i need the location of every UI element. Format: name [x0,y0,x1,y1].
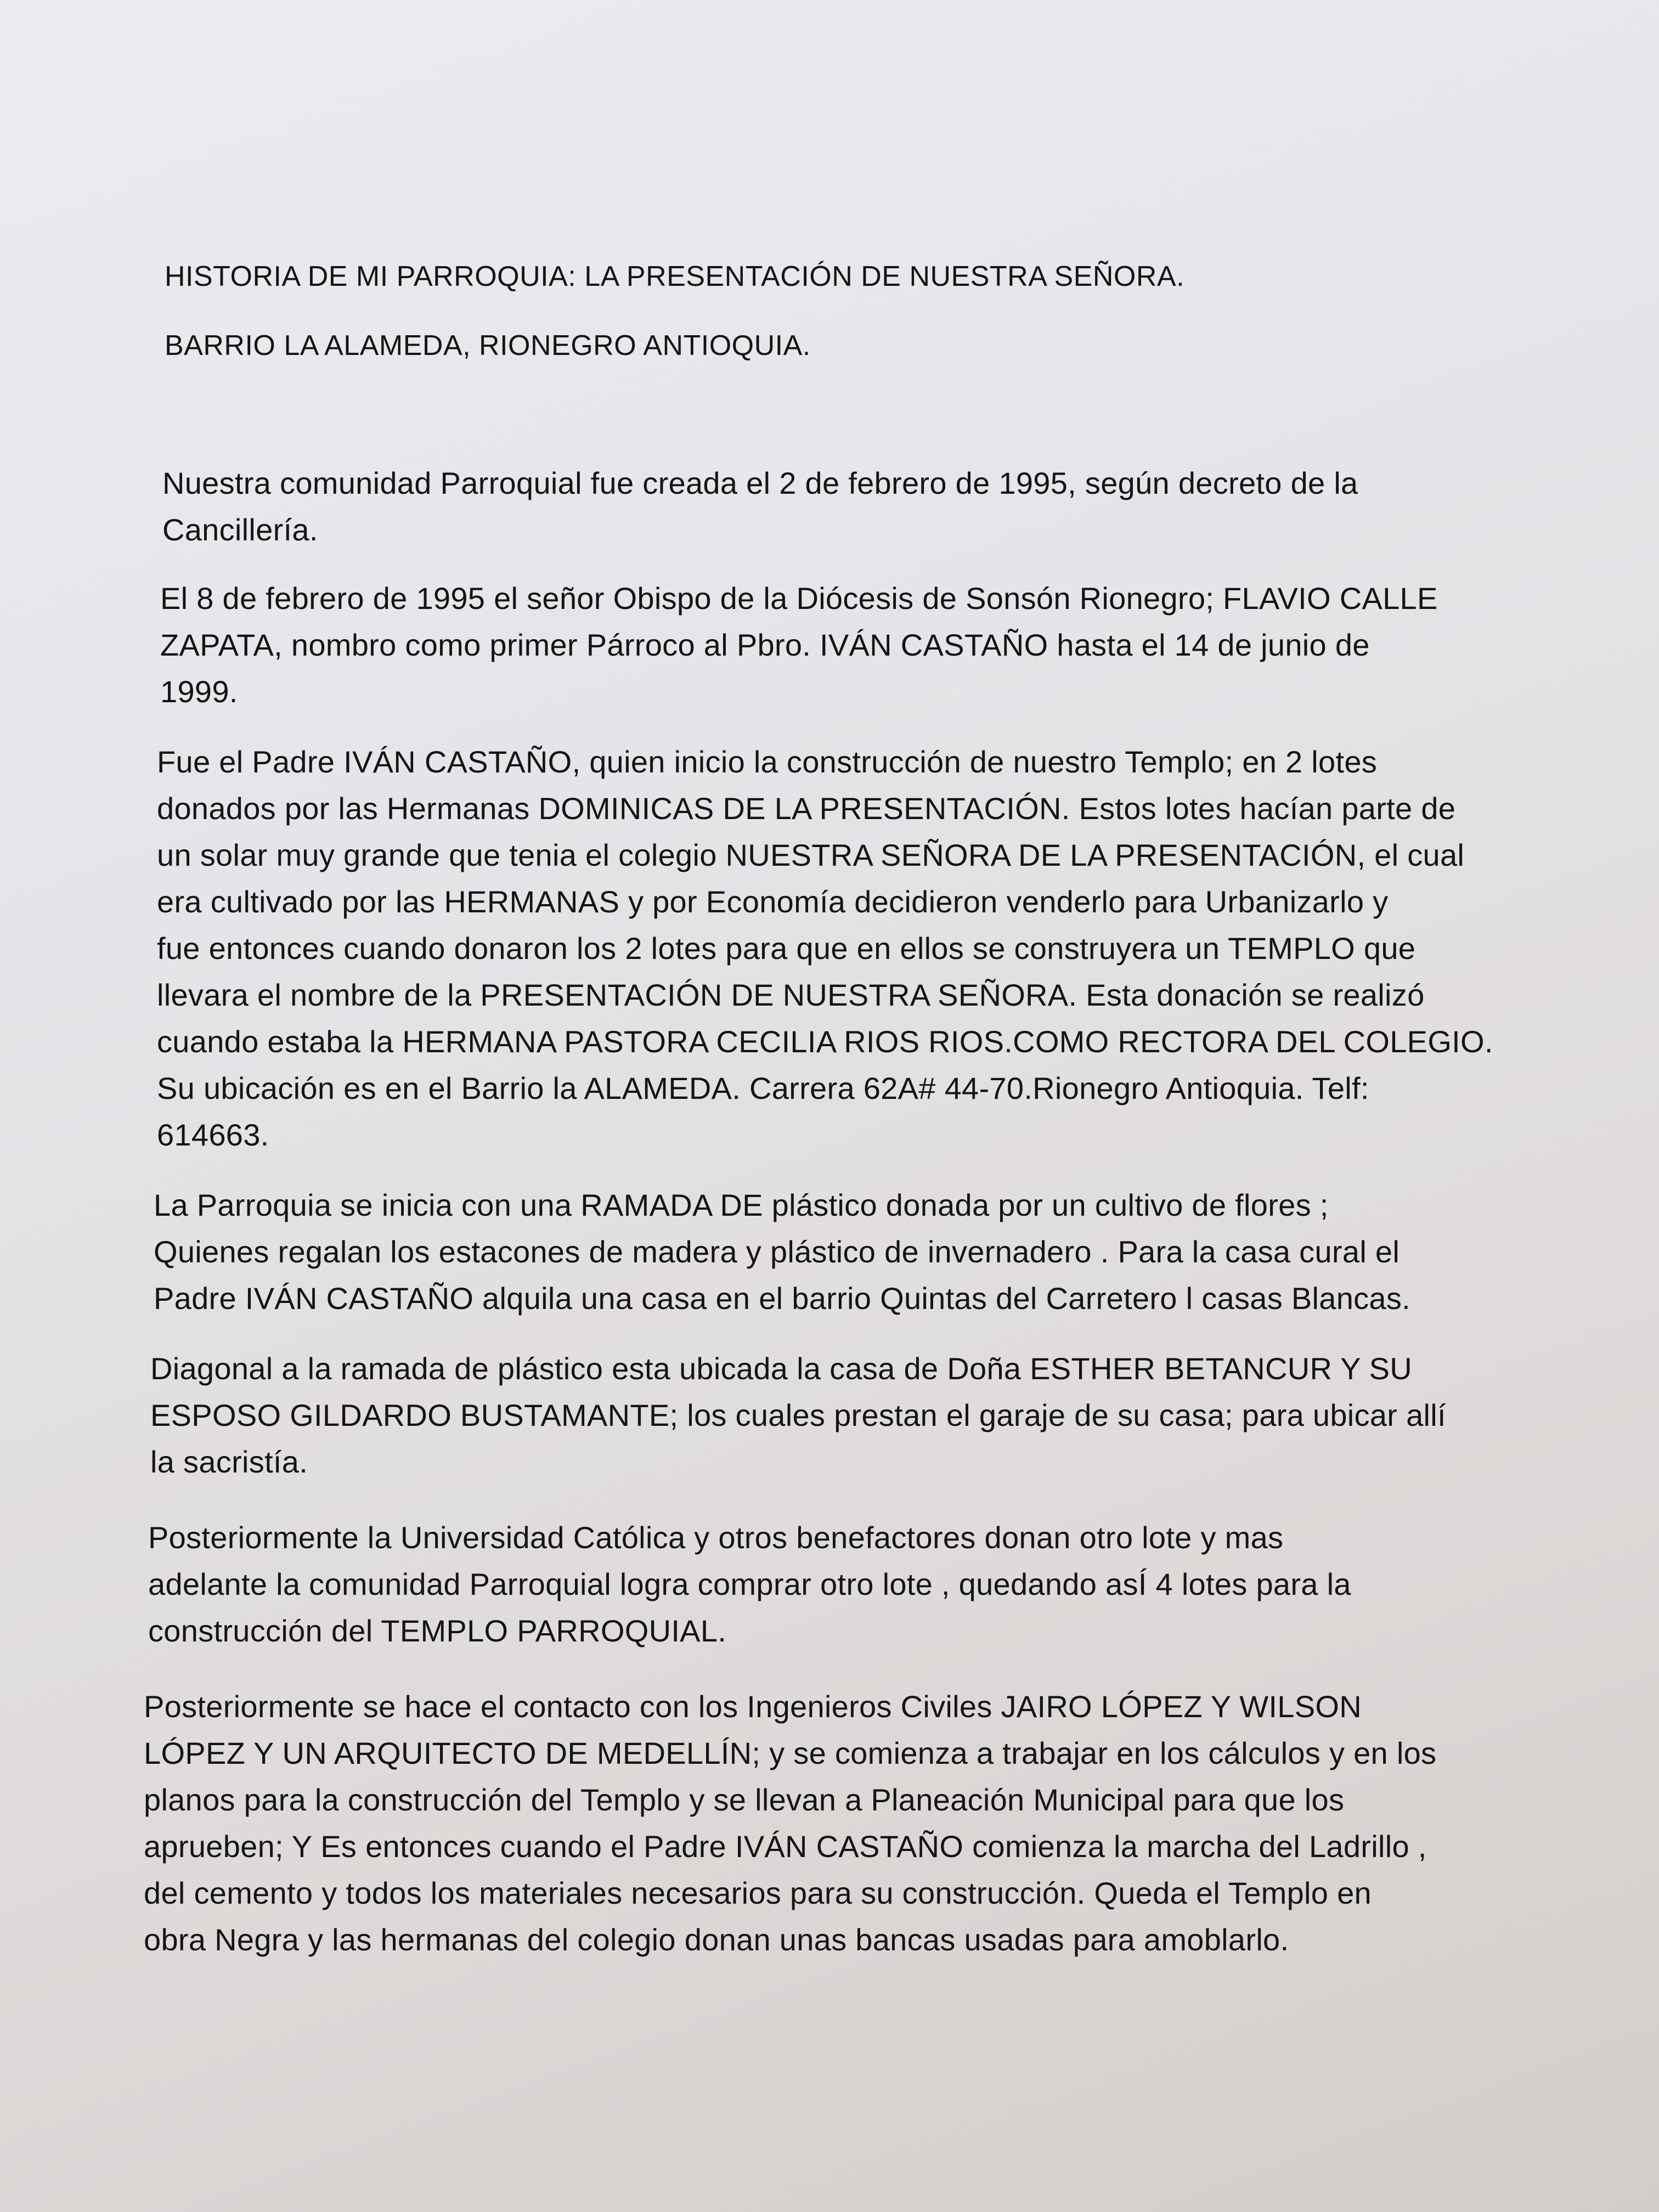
document-title: HISTORIA DE MI PARROQUIA: LA PRESENTACIÓN DE NUESTRA SEÑORA. [165,261,1185,292]
paragraph-construction: Posteriormente se hace el contacto con los Ingenieros Civiles JAIRO LÓPEZ Y WILSON LÓPEZ Y UN ARQUITECTO DE MEDELLÍN; y se comienza a trabajar en los cálculos y en los planos para la construcción del Templo y se llevan a Planeación Municipal para que los aprueben; Y Es entonces cuando el Padre IVÁN CASTAÑO comienza la marcha del Ladrillo , del cemento y todos los materiales necesarios para su construcción. Queda el Templo en obra Negra y las hermanas del colegio donan unas bancas usadas para amoblarlo. [144,1689,1437,1957]
paragraph-more-lots: Posteriormente la Universidad Católica y otros benefactores donan otro lote y mas adelante la comunidad Parroquial logra comprar otro lote , quedando asÍ 4 lotes para la construcción del TEMPLO PARROQUIAL. [148,1520,1351,1648]
paragraph-creation: Nuestra comunidad Parroquial fue creada el 2 de febrero de 1995, según decreto de la Cancillería. [162,466,1358,547]
paragraph-temple-lots: Fue el Padre IVÁN CASTAÑO, quien inicio la construcción de nuestro Templo; en 2 lotes donados por las Hermanas DOMINICAS DE LA PRESENTACIÓN. Estos lotes hacían parte de un solar muy grande que tenia el colegio NUESTRA SEÑORA DE LA PRESENTACIÓN, el cual era cultivado por las HERMANAS y por Economía decidieron venderlo para Urbanizarlo y fue entonces cuando donaron los 2 lotes para que en ellos se construyera un TEMPLO que llevara el nombre de la PRESENTACIÓN DE NUESTRA SEÑORA. Esta donación se realizó cuando estaba la HERMANA PASTORA CECILIA RIOS RIOS.COMO RECTORA DEL COLEGIO. Su ubicación es en el Barrio la ALAMEDA. Carrera 62A# 44-70.Rionegro Antioquia. Telf: 614663. [157,744,1493,1152]
paragraph-first-parish-priest: El 8 de febrero de 1995 el señor Obispo de la Diócesis de Sonsón Rionegro; FLAVIO CALLE ZAPATA, nombro como primer Párroco al Pbro. IVÁN CASTAÑO hasta el 14 de junio de 1999. [160,581,1438,709]
paragraph-ramada: La Parroquia se inicia con una RAMADA DE plástico donada por un cultivo de flores ; Quienes regalan los estacones de madera y plástico de invernadero . Para la casa cural el Padre IVÁN CASTAÑO alquila una casa en el barrio Quintas del Carretero l casas Blancas. [154,1188,1411,1316]
paragraph-sacristy: Diagonal a la ramada de plástico esta ubicada la casa de Doña ESTHER BETANCUR Y SU ESPOSO GILDARDO BUSTAMANTE; los cuales prestan el garaje de su casa; para ubicar allí la sacristía. [150,1351,1446,1479]
document-subtitle: BARRIO LA ALAMEDA, RIONEGRO ANTIOQUIA. [165,330,811,362]
